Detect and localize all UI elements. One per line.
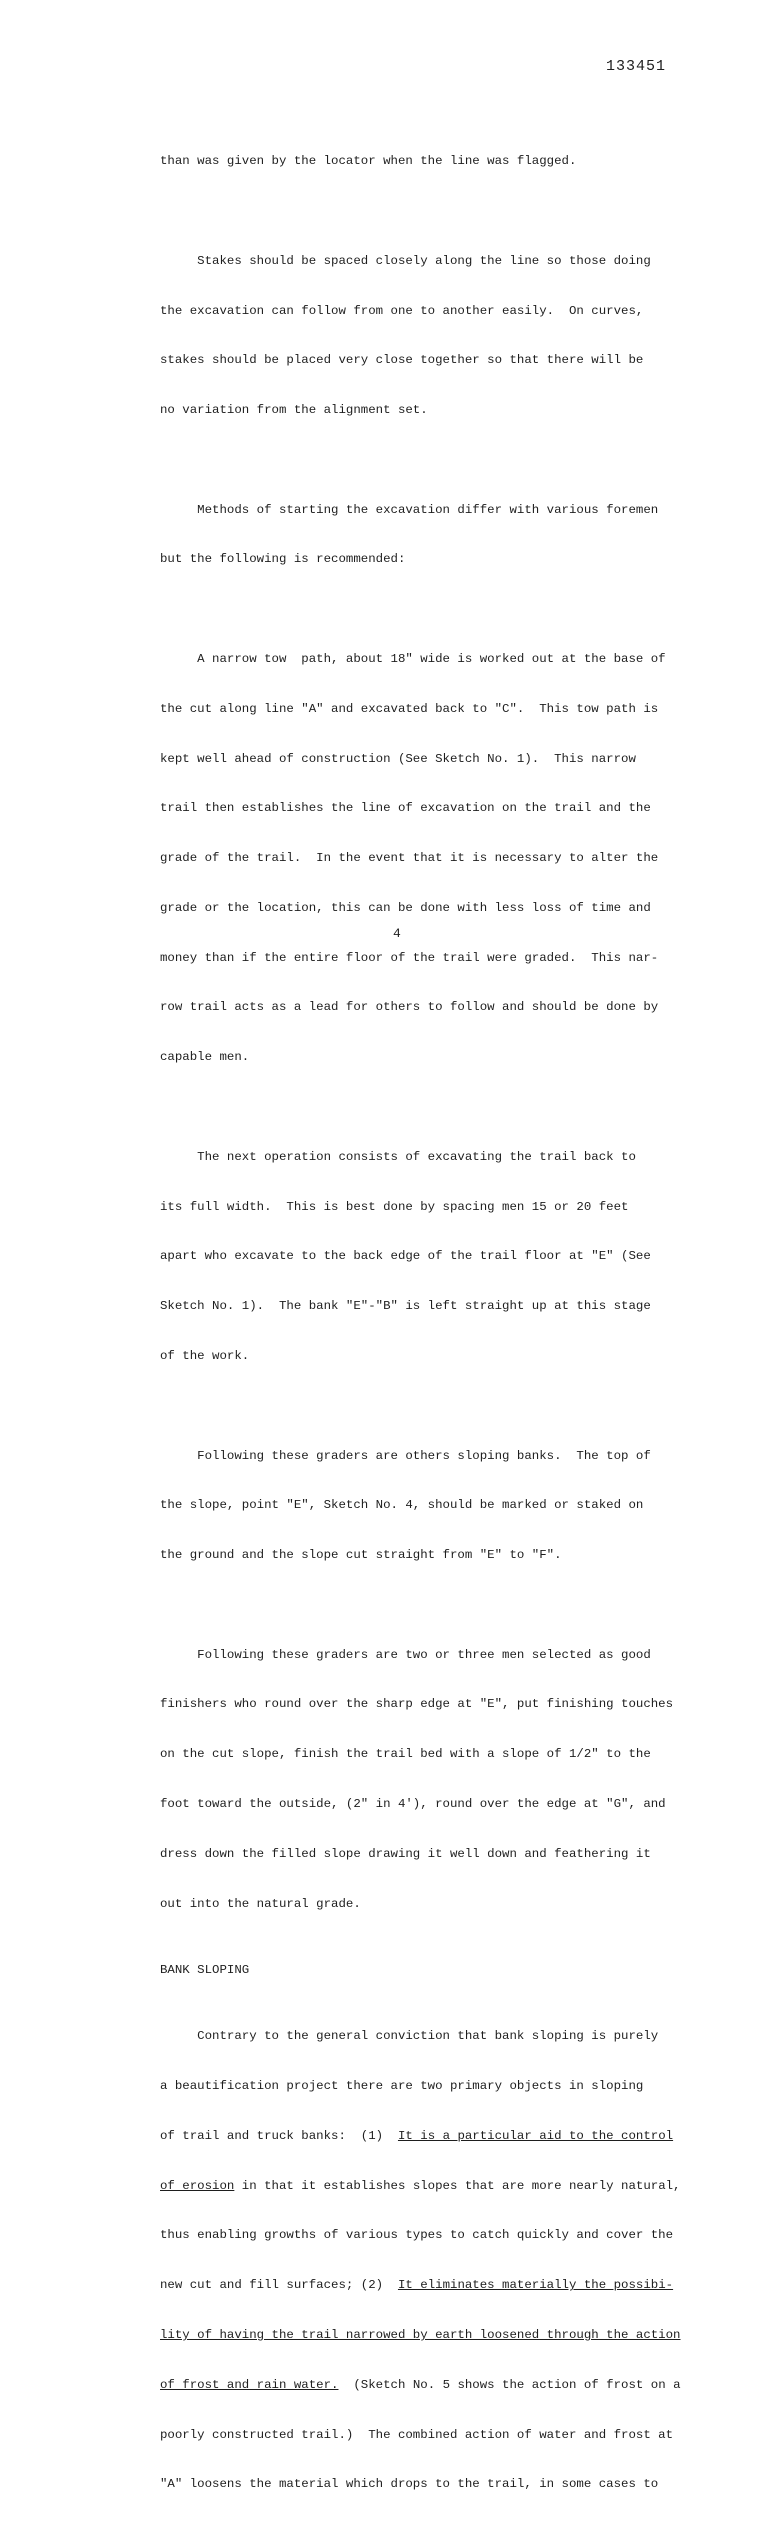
text-line: foot toward the outside, (2" in 4'), round over the edge at "G", and [160, 1796, 666, 1811]
text-line: the excavation can follow from one to another easily. On curves, [160, 303, 644, 318]
text-line: out into the natural grade. [160, 1896, 361, 1911]
text-line: A narrow tow path, about 18" wide is worked out at the base of [160, 652, 666, 666]
text-segment: new cut and fill surfaces; (2) [160, 2278, 398, 2293]
text-segment: in that it establishes slopes that are more nearly natural, [234, 2178, 681, 2193]
text-line: row trail acts as a lead for others to follow and should be done by [160, 1000, 659, 1015]
paragraph-sloping-banks [160, 1414, 700, 1597]
paragraph-tow-path [160, 618, 700, 1099]
text-line: grade of the trail. In the event that it is necessary to alter the [160, 851, 659, 866]
underlined-text: of erosion [160, 2178, 235, 2193]
text-line: thus enabling growths of various types to catch quickly and cover the [160, 2228, 674, 2243]
text-segment: of trail and truck banks: (1) [160, 2128, 398, 2143]
text-line: the cut along line "A" and excavated back to "C". This tow path is [160, 701, 659, 716]
paragraph-stakes [160, 220, 700, 452]
text-line: The next operation consists of excavating the trail back to [160, 1149, 636, 1164]
underlined-text: It eliminates materially the possibi- [397, 2278, 674, 2293]
text-line: dress down the filled slope drawing it well down and feathering it [160, 1846, 651, 1861]
section-heading-bank-sloping: BANK SLOPING [160, 1962, 250, 1977]
text-line: Stakes should be spaced closely along the line so those doing [160, 253, 651, 268]
text-line: apart who excavate to the back edge of the trail floor at "E" (See [160, 1249, 651, 1264]
text-line: stakes should be placed very close together so that there will be [160, 353, 644, 368]
text-line: money than if the entire floor of the trail were graded. This nar- [160, 950, 659, 965]
text-line: Following these graders are two or three men selected as good [160, 1647, 651, 1662]
text-line: the ground and the slope cut straight from "E" to "F". [160, 1548, 562, 1563]
paragraph-methods [160, 468, 700, 601]
underlined-text: It is a particular aid to the control [397, 2128, 674, 2143]
paragraph-finishers [160, 1613, 700, 1945]
text-line [160, 2128, 700, 2145]
text-line: finishers who round over the sharp edge at "E", put finishing touches [160, 1697, 674, 1712]
text-line: of the work. [160, 1348, 250, 1363]
text-line: trail then establishes the line of excavation on the trail and the [160, 801, 651, 816]
text-line: than was given by the locator when the line was flagged. [160, 154, 577, 169]
text-line: the slope, point "E", Sketch No. 4, should be marked or staked on [160, 1498, 644, 1513]
paragraph-next-operation [160, 1116, 700, 1398]
text-line: capable men. [160, 1050, 250, 1065]
text-line: no variation from the alignment set. [160, 403, 428, 418]
text-line: Methods of starting the excavation differ with various foremen [160, 502, 659, 517]
paragraph-bank-sloping [160, 1995, 700, 2526]
text-line: its full width. This is best done by spacing men 15 or 20 feet [160, 1199, 629, 1214]
document-body [160, 120, 700, 2543]
text-line: a beautification project there are two primary objects in sloping [160, 2079, 644, 2094]
paragraph-continuation [160, 120, 700, 203]
text-segment: (Sketch No. 5 shows the action of frost on a [338, 2377, 681, 2392]
document-number: 133451 [605, 58, 666, 75]
text-line [160, 2178, 700, 2195]
text-line: Contrary to the general conviction that bank sloping is purely [160, 2029, 659, 2044]
text-line [160, 2277, 700, 2294]
page-number: 4 [393, 926, 401, 941]
text-line: on the cut slope, finish the trail bed with a slope of 1/2" to the [160, 1747, 651, 1762]
text-line: "A" loosens the material which drops to the trail, in some cases to [160, 2477, 659, 2492]
text-line: grade or the location, this can be done with less loss of time and [160, 900, 651, 915]
underlined-text: lity of having the trail narrowed by earth loosened through the action [160, 2327, 681, 2342]
text-line: Following these graders are others sloping banks. The top of [160, 1448, 651, 1463]
text-line: Sketch No. 1). The bank "E"-"B" is left straight up at this stage [160, 1299, 651, 1314]
text-line: but the following is recommended: [160, 552, 406, 567]
underlined-text: of frost and rain water. [160, 2377, 339, 2392]
text-line: kept well ahead of construction (See Sketch No. 1). This narrow [160, 751, 636, 766]
text-line [160, 2377, 700, 2394]
text-line [160, 2327, 700, 2344]
text-line: poorly constructed trail.) The combined action of water and frost at [160, 2427, 674, 2442]
